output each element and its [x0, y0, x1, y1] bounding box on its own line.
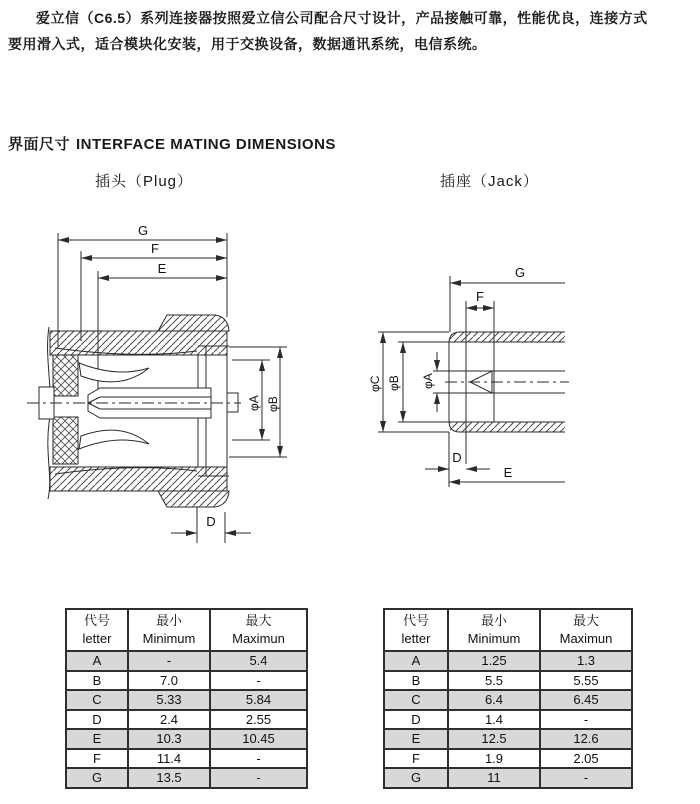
table-cell: 5.4: [210, 651, 307, 671]
table-row: [66, 768, 307, 788]
section-heading-zh: 界面尺寸: [8, 136, 71, 153]
table-cell: 1.25: [448, 651, 540, 671]
table-row: [66, 651, 307, 671]
jack-dim-phi-b: φB: [387, 375, 401, 391]
table-row: [384, 768, 632, 788]
table-header-row: [384, 609, 632, 651]
table-cell: -: [210, 768, 307, 788]
table-row: [384, 671, 632, 691]
table-header-row: [66, 609, 307, 651]
table-cell: 5.55: [540, 671, 632, 691]
table-cell: B: [66, 671, 128, 691]
plug-dim-phi-b: φB: [266, 396, 280, 412]
table-cell: G: [384, 768, 448, 788]
column-header: 最小 Minimum: [448, 609, 540, 651]
jack-dim-f: F: [476, 289, 484, 304]
jack-dim-d: D: [452, 450, 462, 465]
table-cell: 1.3: [540, 651, 632, 671]
table-row: [66, 690, 307, 710]
jack-label: 插座（Jack）: [440, 173, 539, 190]
table-row: [384, 749, 632, 769]
table-cell: -: [128, 651, 210, 671]
column-header: 最大 Maximun: [540, 609, 632, 651]
table-cell: 5.5: [448, 671, 540, 691]
table-cell: E: [66, 729, 128, 749]
table-row: [66, 671, 307, 691]
table-cell: D: [66, 710, 128, 730]
plug-label: 插头（Plug）: [95, 173, 194, 190]
table-row: [384, 651, 632, 671]
table-cell: F: [66, 749, 128, 769]
plug-dim-phi-a: φA: [247, 395, 261, 411]
table-cell: 10.45: [210, 729, 307, 749]
jack-dimension-labels: [368, 265, 525, 480]
table-cell: 11: [448, 768, 540, 788]
table-cell: 5.33: [128, 690, 210, 710]
table-cell: 10.3: [128, 729, 210, 749]
table-row: [384, 729, 632, 749]
table-cell: A: [66, 651, 128, 671]
table-cell: 13.5: [128, 768, 210, 788]
table-cell: 12.5: [448, 729, 540, 749]
column-header: 最小 Minimum: [128, 609, 210, 651]
table-cell: C: [384, 690, 448, 710]
table-cell: 5.84: [210, 690, 307, 710]
plug-body: [39, 315, 238, 507]
plug-dimension-table: [65, 608, 308, 789]
plug-dim-d: D: [206, 514, 216, 529]
section-heading-en: INTERFACE MATING DIMENSIONS: [76, 136, 336, 153]
plug-dim-g: G: [137, 223, 149, 238]
table-row: [66, 710, 307, 730]
table-cell: 2.55: [210, 710, 307, 730]
plug-dim-f: F: [151, 241, 159, 256]
jack-dim-e: E: [503, 465, 513, 480]
column-header: 代号 letter: [384, 609, 448, 651]
table-row: [384, 710, 632, 730]
section-heading: [8, 133, 336, 154]
table-cell: C: [66, 690, 128, 710]
jack-cross-section-drawing: [368, 253, 675, 505]
table-cell: 2.4: [128, 710, 210, 730]
table-cell: -: [540, 710, 632, 730]
table-cell: -: [210, 671, 307, 691]
table-row: [384, 690, 632, 710]
table-cell: 1.9: [448, 749, 540, 769]
table-cell: -: [210, 749, 307, 769]
table-cell: 6.45: [540, 690, 632, 710]
table-row: [66, 749, 307, 769]
table-cell: A: [384, 651, 448, 671]
table-cell: 11.4: [128, 749, 210, 769]
column-header: 代号 letter: [66, 609, 128, 651]
jack-dim-phi-a: φA: [421, 373, 435, 389]
jack-dim-phi-c: φC: [368, 375, 382, 392]
table-cell: 1.4: [448, 710, 540, 730]
table-cell: G: [66, 768, 128, 788]
plug-dim-e: E: [157, 261, 167, 276]
table-cell: F: [384, 749, 448, 769]
intro-paragraph: 爱立信（C6.5）系列连接器按照爱立信公司配合尺寸设计，产品接触可靠，性能优良，连接方式要用滑入式，适合模块化安装，用于交换设备，数据通讯系统，电信系统。: [8, 10, 648, 52]
column-header: 最大 Maximun: [210, 609, 307, 651]
table-cell: 12.6: [540, 729, 632, 749]
table-cell: B: [384, 671, 448, 691]
jack-dim-g: G: [514, 265, 526, 280]
jack-dimension-table: [383, 608, 633, 789]
plug-cross-section-drawing: [25, 205, 315, 565]
table-cell: 6.4: [448, 690, 540, 710]
table-cell: D: [384, 710, 448, 730]
table-cell: 7.0: [128, 671, 210, 691]
table-row: [66, 729, 307, 749]
table-cell: -: [540, 768, 632, 788]
table-cell: E: [384, 729, 448, 749]
table-cell: 2.05: [540, 749, 632, 769]
